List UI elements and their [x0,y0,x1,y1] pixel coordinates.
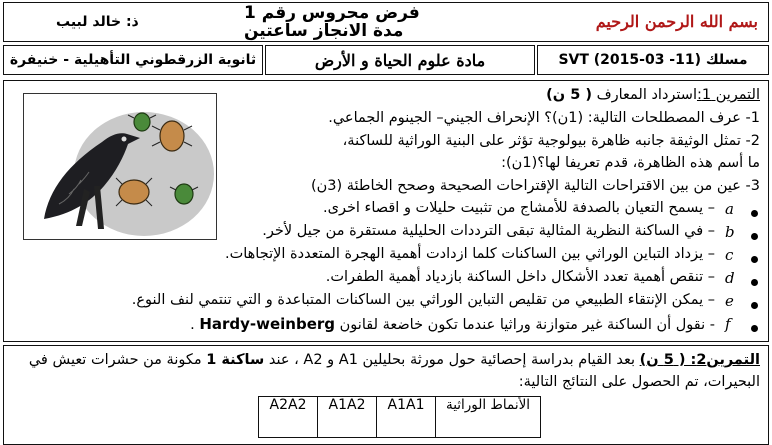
exercise2-line2: البحيرات، تم الحصول على النتائج التالية: [518,374,760,390]
school-cell [3,45,263,75]
teacher-name: ذ: خالد لبيب [56,14,139,30]
bullet [751,279,758,286]
exercise1-q2-line1: 2- تمثل الوثيقة جانبه ظاهرة بيولوجية تؤثر على البنية الوراثية للساكنة، [342,133,760,149]
exercise1-q1: 1- عرف المصطلحات التالية: (1ن)؟ الإنحراف الجيني– الجينوم الجماعي. [328,110,760,126]
header-a1a2: A1A2 [318,397,377,438]
exam-title: فرض محروس رقم 1 [244,3,420,23]
bullet [751,325,758,332]
item-f-end: . [190,317,200,333]
list-item: – تنقص أهمية تعدد الأشكال داخل الساكنة بازدياد أهمية الطفرات. [325,269,715,285]
list-item: – في الساكنة النظرية المثالية تبقى الترددات الحليلية مستقرة من جيل لأخر. [262,223,715,239]
header-top-row [3,2,769,42]
item-f-text: - نقول أن الساكنة غير متوازنة وراثيا عندما تكون خاضعة لقانون [339,317,715,333]
list-item: – يسمح التعيان بالصدفة للأمشاج من تثبيت حليلات و اقصاء اخرى. [323,200,715,216]
item-letter: e [725,292,734,310]
genotype-table [258,396,541,438]
exam-date: (2015-03 -11) [593,52,702,68]
school-name: ثانوية الزرقطوني التأهيلية - خنيفرة [9,52,257,68]
exercise1-q3: 3- عين من بين الاقتراحات التالية الإقتراحات الصحيحة وصحح الخاطئة (3ن) [310,178,760,194]
exercise2-line1: التمرين2: ( 5 ن) بعد القيام بدراسة إحصائية حول مورثة بحليلين A1 و A2 ، عند ساكنة 1 مكونة من حشرات تعيش في [28,352,760,368]
list-item: – يزداد التباين الوراثي بين الساكنات كلما ازدادت أهمية الهجرة المتعددة الإتجاهات. [224,246,715,262]
exam-duration: مدة الانجاز ساعتين [244,21,404,41]
list-item [190,315,715,333]
item-letter: c [725,246,734,264]
header-a2a2: A2A2 [259,397,318,438]
item-letter: d [725,269,735,287]
bird-eating-beetles-icon [24,94,216,239]
bismillah: بسم الله الرحمن الرحيم [595,12,758,31]
item-letter: a [725,200,734,218]
item-letter: f [725,315,731,333]
exercise1-q2-line2: ما أسم هذه الظاهرة، قدم تعريفا لها؟(1ن): [501,155,760,171]
bullet [751,302,758,309]
bullet [751,233,758,240]
header-a1a1: A1A1 [377,397,436,438]
list-item: – يمكن الإنتقاء الطبيعي من تقليص التباين الوراثي بين الساكنات المتباعدة و التي تنتمي لنف النوع. [131,292,715,308]
exercise2-heading: التمرين2: ( 5 ن) [639,352,760,368]
exercise1-heading: التمرين 1:استرداد المعارف ( 5 ن) [546,87,760,103]
hardy-weinberg-law: Hardy-weinberg [199,315,336,333]
genotype-label: الأنماط الوراثية [436,397,541,438]
class-date-cell [537,45,769,75]
item-letter: b [725,223,735,241]
figure-bird-beetles [23,93,217,240]
subject-title: مادة علوم الحياة و الأرض [314,50,486,70]
subject-cell [265,45,535,75]
class-label: مسلك SVT [558,52,748,68]
bullet [751,210,758,217]
bullet [751,256,758,263]
